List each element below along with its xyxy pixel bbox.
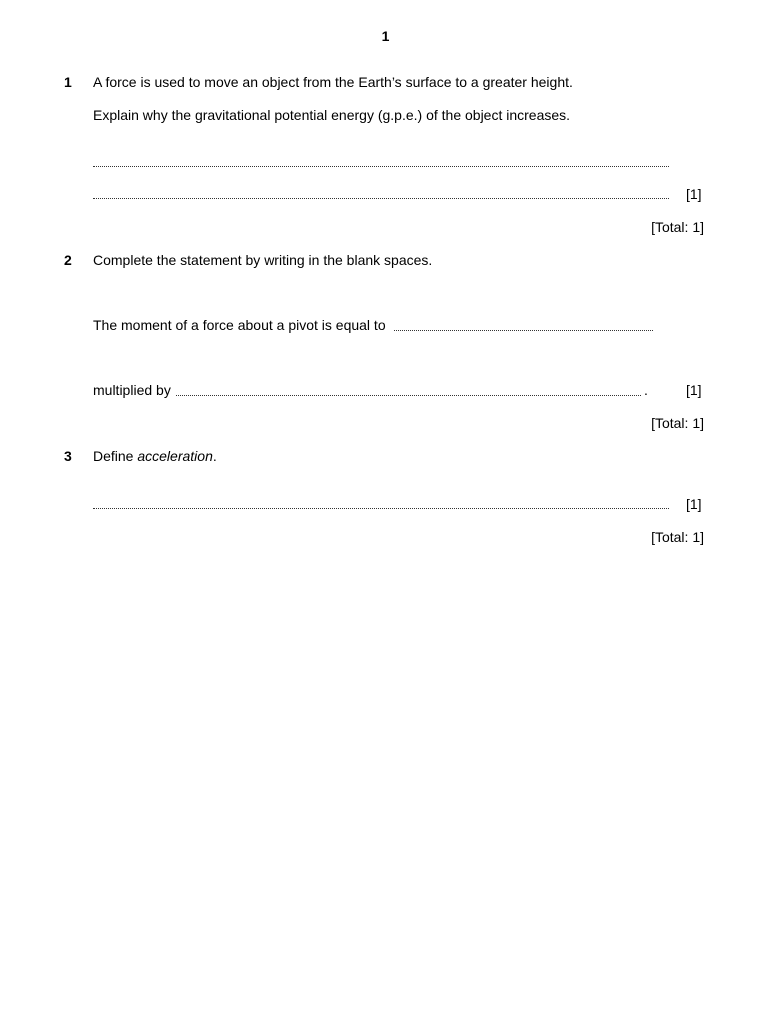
question-text: Complete the statement by writing in the blank spaces. — [93, 252, 433, 268]
answer-line[interactable] — [93, 164, 669, 167]
question-text-prefix: Define — [93, 448, 138, 464]
question-text: A force is used to move an object from the Earth’s surface to a greater height. — [93, 74, 573, 90]
total-marks-label: [Total: 1] — [651, 529, 704, 545]
answer-line[interactable] — [93, 196, 669, 199]
marks-label: [1] — [686, 186, 702, 202]
statement-part-2: multiplied by — [93, 382, 171, 398]
total-marks-label: [Total: 1] — [651, 415, 704, 431]
question-number: 1 — [64, 74, 72, 90]
trailing-period: . — [644, 382, 648, 398]
question-instruction: Explain why the gravitational potential energy (g.p.e.) of the object increases. — [93, 107, 571, 123]
total-marks-label: [Total: 1] — [651, 219, 704, 235]
statement-part-1: The moment of a force about a pivot is equal to — [93, 317, 386, 333]
question-number: 3 — [64, 448, 72, 464]
blank-space-2[interactable] — [176, 393, 641, 396]
defined-term: acceleration — [137, 448, 213, 464]
question-number: 2 — [64, 252, 72, 268]
answer-line[interactable] — [93, 506, 669, 509]
blank-space-1[interactable] — [394, 328, 653, 331]
question-text — [93, 448, 217, 465]
marks-label: [1] — [686, 496, 702, 512]
question-text-suffix: . — [212, 448, 217, 464]
marks-label: [1] — [686, 382, 702, 398]
page-number: 1 — [381, 28, 390, 44]
